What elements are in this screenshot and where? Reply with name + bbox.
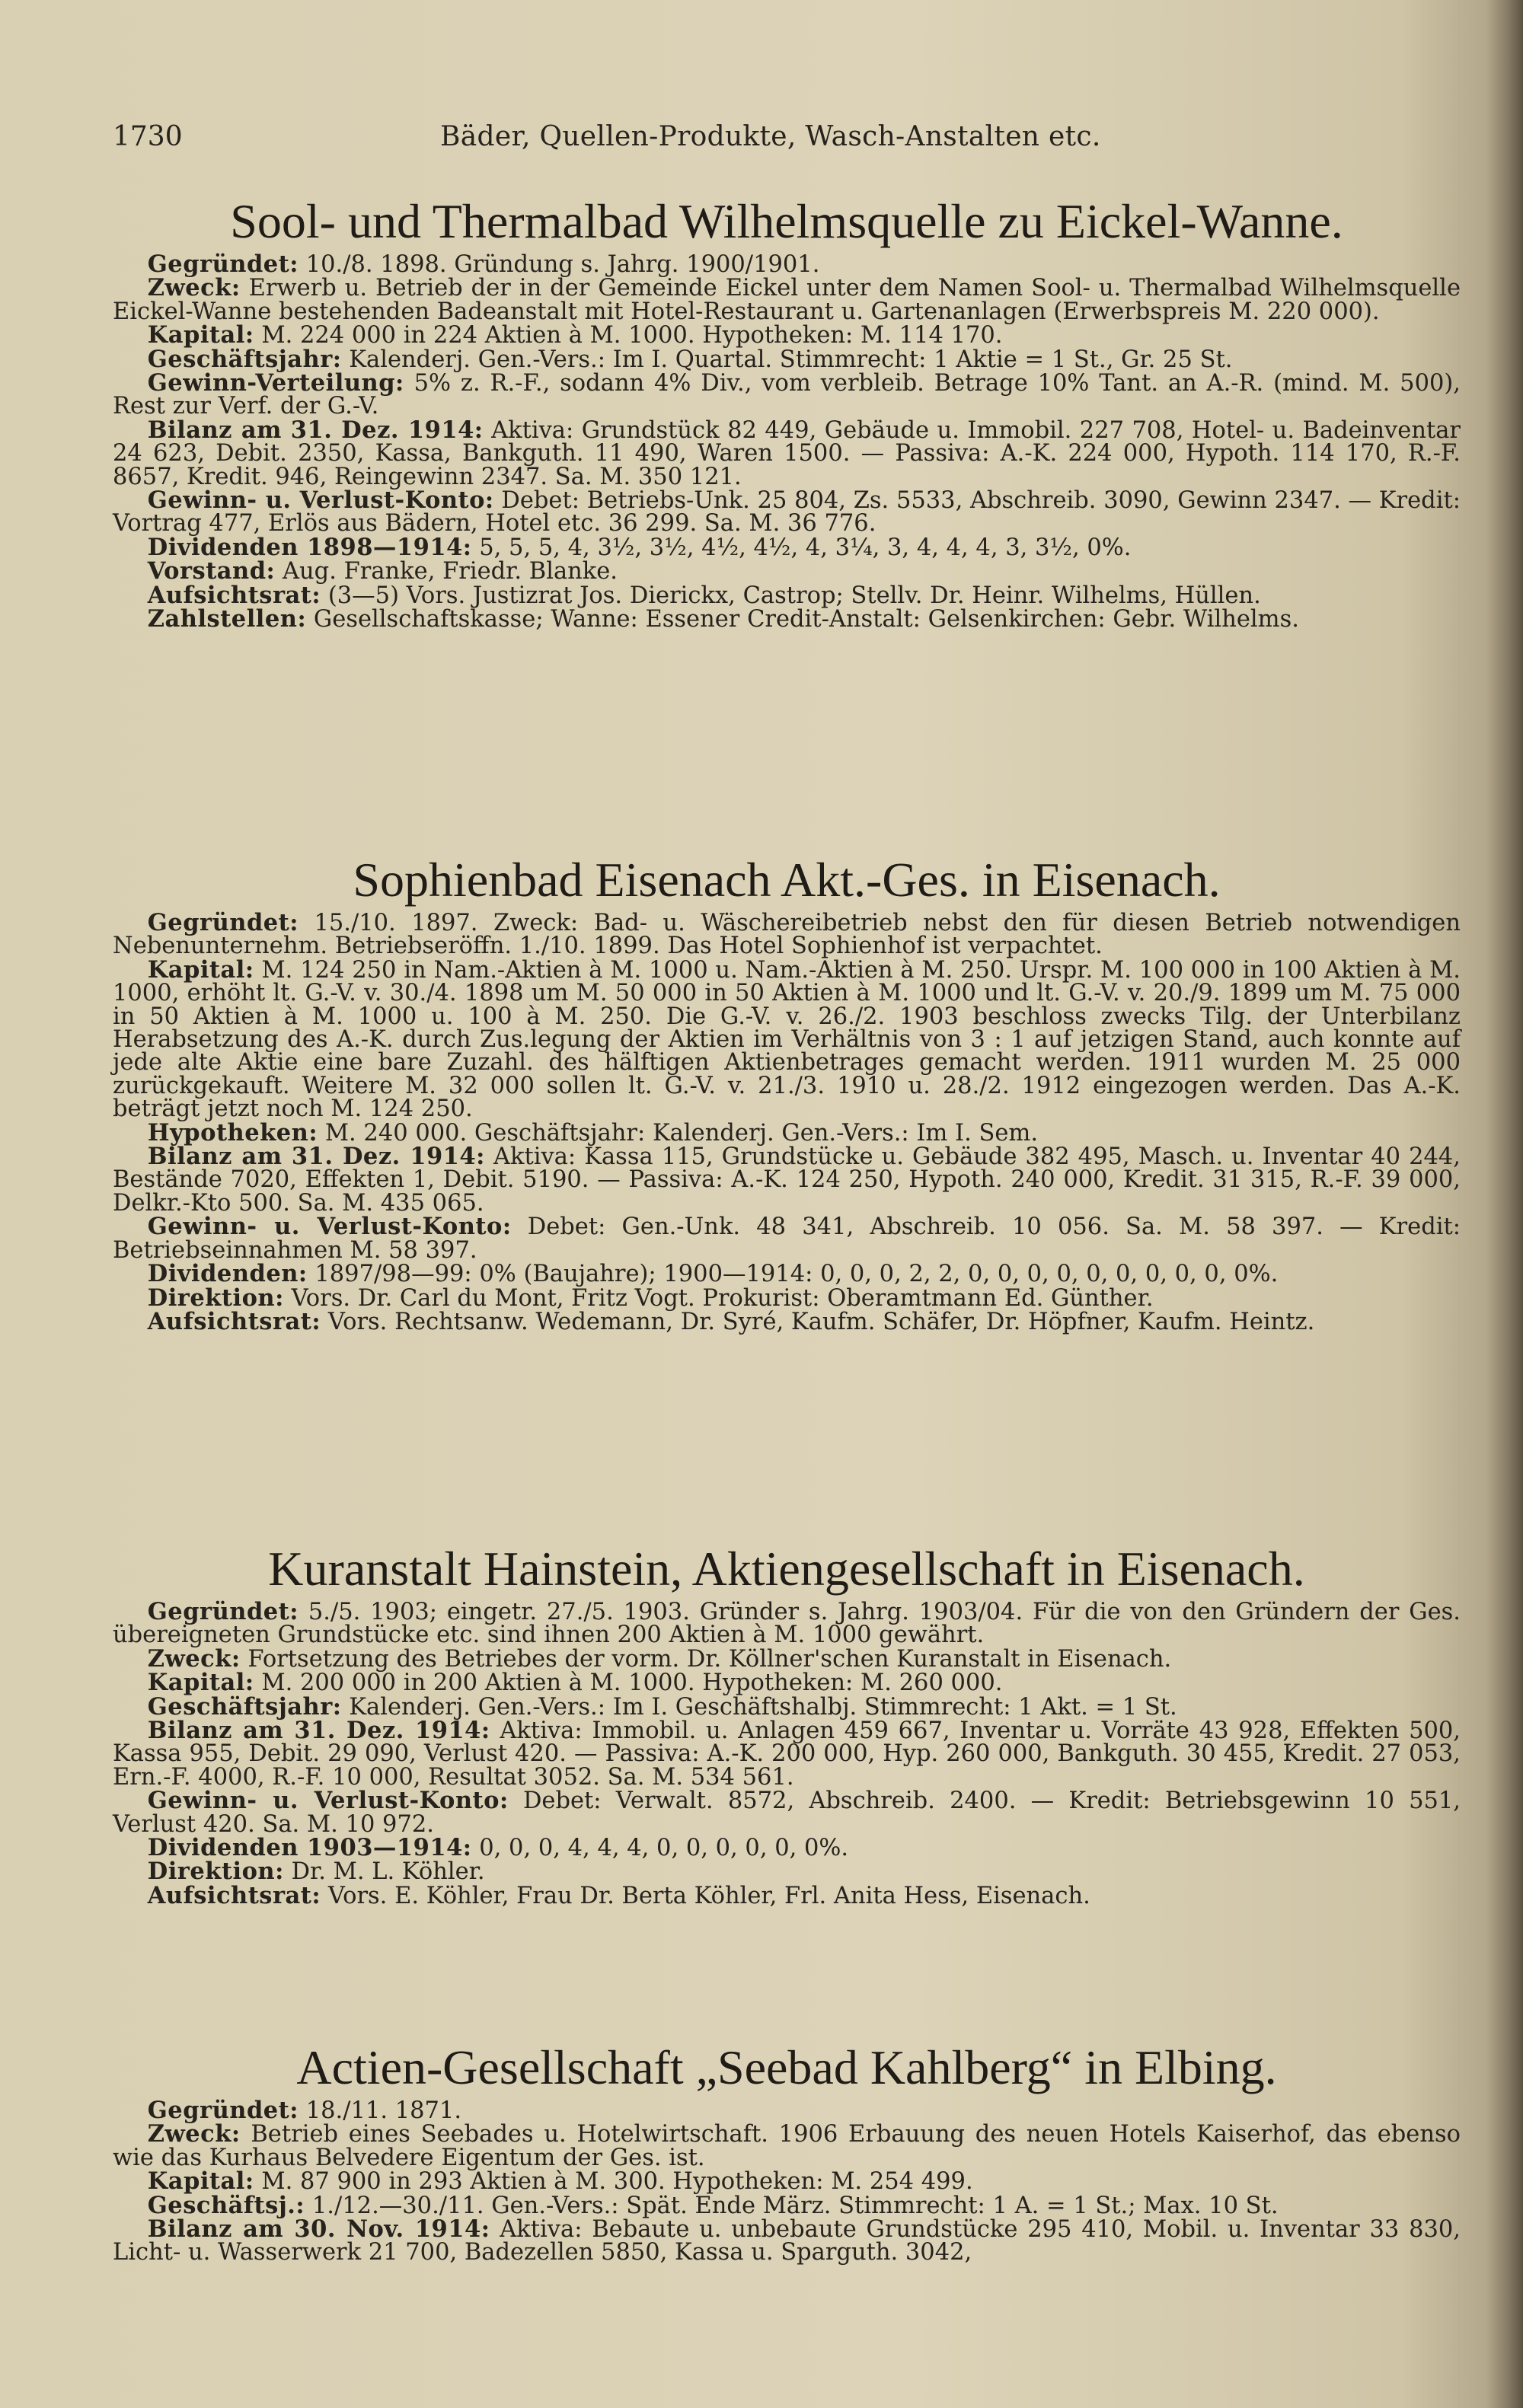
entry-text: 5% z. R.-F., sodann 4% Div., vom verbleib. Betrage 10% Tant. an A.-R. (mind. M. 500), Rest zur Verf. der G.-V. [113,370,1461,420]
entry-paragraph [113,276,1461,324]
entry-label: Geschäftsj.: [147,2191,305,2219]
entry-paragraph [113,250,1461,278]
entry-paragraph [113,1215,1461,1262]
entry-label: Kapital: [147,955,254,984]
entry-label: Dividenden 1898—1914: [147,533,472,561]
entry-label: Geschäftsjahr: [147,1692,342,1721]
entry-paragraph [113,2215,1461,2266]
entry-text: M. 240 000. Geschäftsjahr: Kalenderj. Gen.-Vers.: Im I. Sem. [324,1119,1039,1147]
entry-label: Kapital: [147,1669,254,1697]
entry-text: 0, 0, 0, 4, 4, 4, 0, 0, 0, 0, 0, 0%. [479,1835,849,1862]
company-title: Sophienbad Eisenach Akt.-Ges. in Eisenach. [353,853,1221,907]
entry-paragraph [113,1671,1461,1695]
entry-text: Gesellschaftskasse; Wanne: Essener Credit-Anstalt: Gelsenkirchen: Gebr. Wilhelms. [313,606,1299,633]
entry-label: Bilanz am 30. Nov. 1914: [147,2215,490,2244]
entry-label: Gewinn-Verteilung: [147,369,404,397]
entry-label: Zweck: [147,1644,241,1673]
entry-text: Kalenderj. Gen.-Vers.: Im I. Geschäftshalbj. Stimmrecht: 1 Akt. = 1 St. [349,1693,1177,1721]
page-number: 1730 [113,121,183,152]
entry-text: 15./10. 1897. Zweck: Bad- u. Wäschereibetrieb nebst den für diesen Betrieb notwendigen Nebenunternehm. Betriebseröffn. 1./10. 1899. Das Hotel Sophienhof ist verpachtet. [113,910,1461,960]
entry-label: Gewinn- u. Verlust-Konto: [147,1213,512,1241]
entry-label: Aufsichtsrat: [147,1881,321,1909]
entry-label: Gegründet: [147,909,299,936]
entry-label: Hypotheken: [147,1118,318,1147]
entry-paragraph [113,1307,1461,1335]
entry-label: Bilanz am 31. Dez. 1914: [147,1717,490,1745]
entry-paragraph [113,605,1461,633]
entry-text: Erwerb u. Betrieb der in der Gemeinde Eickel unter dem Namen Sool- u. Thermalbad Wilhelmsquelle Eickel-Wanne bestehenden Badeanstalt mit Hotel-Restaurant u. Gartenanlagen (Erwerbspreis M. 220 000). [113,275,1461,325]
entry-label: Direktion: [147,1858,284,1886]
entry-paragraph [113,1118,1461,1147]
entry-text: 5./5. 1903; eingetr. 27./5. 1903. Gründer s. Jahrg. 1903/04. Für die von den Gründern der Ges. übereigneten Grundstücke etc. sind ihnen 200 Aktien à M. 1000 gewährt. [113,1599,1461,1649]
entry-label: Geschäftsjahr: [147,345,342,373]
company-entry [113,2036,1461,2265]
entry-label: Bilanz am 31. Dez. 1914: [147,416,484,444]
company-entry [113,1538,1461,1908]
entry-label: Vorstand: [147,557,276,585]
entry-text: M. 200 000 in 200 Aktien à M. 1000. Hypotheken: M. 260 000. [261,1670,1003,1697]
entry-text: Betrieb eines Seebades u. Hotelwirtschaft. 1906 Erbauung des neuen Hotels Kaiserhof, das ebenso wie das Kurhaus Belvedere Eigentum der Ges. ist. [113,2121,1461,2171]
entry-text: 10./8. 1898. Gründung s. Jahrg. 1900/1901. [305,251,820,278]
entry-paragraph [113,911,1461,958]
entry-paragraph [113,1692,1461,1721]
entry-paragraph [113,1719,1461,1789]
entry-text: Kalenderj. Gen.-Vers.: Im I. Quartal. Stimmrecht: 1 Aktie = 1 St., Gr. 25 St. [349,346,1233,373]
entry-label: Aufsichtsrat: [147,1307,321,1335]
entry-text: 1897/98—99: 0% (Baujahre); 1900—1914: 0, 0, 0, 2, 2, 0, 0, 0, 0, 0, 0, 0, 0, 0, 0%. [314,1261,1279,1288]
entry-text: Vors. Rechtsanw. Wedemann, Dr. Syré, Kaufm. Schäfer, Dr. Höpfner, Kaufm. Heintz. [327,1308,1315,1335]
entry-text: Aktiva: Kassa 115, Grundstücke u. Gebäude 382 495, Masch. u. Inventar 40 244, Bestände 7020, Effekten 1, Debit. 5190. — Passiva: A.-K. 124 250, Hypoth. 240 000, Kredit. 31 315, R.-F. 39 000, Delkr.-Kto 500. Sa. M. 435 065. [113,1143,1461,1217]
entry-paragraph [113,369,1461,420]
entry-text: Aktiva: Grundstück 82 449, Gebäude u. Immobil. 227 708, Hotel- u. Badeinventar 24 623, Debit. 2350, Kassa, Bankguth. 11 490, Waren 1500. — Passiva: A.-K. 224 000, Hypoth. 114 170, R.-F. 8657, Kredit. 946, Reingewinn 2347. Sa. M. 350 121. [113,416,1461,490]
entry-text: Aug. Franke, Friedr. Blanke. [283,558,618,585]
entry-paragraph [113,416,1461,490]
entry-label: Aufsichtsrat: [147,581,321,609]
entry-text: Fortsetzung des Betriebes der vorm. Dr. Köllner'schen Kuranstalt in Eisenach. [247,1645,1172,1673]
page-header [113,114,1468,160]
entry-paragraph [113,581,1461,609]
entry-text: 18./11. 1871. [305,2097,462,2124]
entry-label: Dividenden 1903—1914: [147,1834,472,1862]
entry-paragraph [113,1284,1461,1312]
entry-paragraph [113,345,1461,373]
entry-label: Gegründet: [147,1598,299,1625]
entry-label: Gegründet: [147,250,299,278]
entry-paragraph [113,2167,1461,2196]
entry-text: Vors. Dr. Carl du Mont, Fritz Vogt. Prokurist: Oberamtmann Ed. Günther. [291,1284,1154,1312]
entry-label: Dividenden: [147,1260,308,1288]
entry-label: Zahlstellen: [147,605,307,633]
entry-text: Vors. E. Köhler, Frau Dr. Berta Köhler, Frl. Anita Hess, Eisenach. [327,1882,1090,1909]
entry-label: Bilanz am 31. Dez. 1914: [147,1143,485,1171]
entry-text: Dr. M. L. Köhler. [291,1858,485,1886]
entry-text: 5, 5, 5, 4, 3½, 3½, 4½, 4½, 4, 3¼, 3, 4, 4, 4, 3, 3½, 0%. [479,534,1132,561]
entry-label: Kapital: [147,2167,254,2196]
entry-paragraph [113,1789,1461,1836]
running-head: Bäder, Quellen-Produkte, Wasch-Anstalten etc. [440,121,1101,152]
entry-text: Aktiva: Bebaute u. unbebaute Grundstücke 295 410, Mobil. u. Inventar 33 830, Licht- u. Wasserwerk 21 700, Badezellen 5850, Kassa u. Sparguth. 3042, [113,2216,1461,2266]
company-entry [113,849,1461,1334]
company-title: Actien-Gesellschaft „Seebad Kahlberg“ in Elbing. [296,2040,1277,2094]
entry-paragraph [113,1145,1461,1215]
entry-paragraph [113,321,1461,349]
entry-paragraph [113,1836,1461,1860]
entry-label: Zweck: [147,274,241,302]
company-title: Sool- und Thermalbad Wilhelmsquelle zu Eickel-Wanne. [230,194,1343,248]
entry-text: Debet: Betriebs-Unk. 25 804, Zs. 5533, Abschreib. 3090, Gewinn 2347. — Kredit: Vortrag 477, Erlös aus Bädern, Hotel etc. 36 299. Sa. M. 36 776. [113,487,1461,537]
entry-text: Debet: Verwalt. 8572, Abschreib. 2400. — Kredit: Betriebsgewinn 10 551, Verlust 420. Sa. M. 10 972. [113,1788,1461,1838]
entry-label: Direktion: [147,1284,284,1312]
entry-paragraph [113,2191,1461,2219]
entry-paragraph [113,1881,1461,1909]
entry-label: Zweck: [147,2120,241,2148]
entry-paragraph [113,1644,1461,1673]
entry-label: Gewinn- u. Verlust-Konto: [147,1787,509,1815]
entry-paragraph [113,1858,1461,1886]
page-binding-shadow [1486,0,1523,2408]
entry-paragraph [113,1262,1461,1286]
entry-label: Kapital: [147,321,254,349]
entry-paragraph [113,1600,1461,1647]
company-entry [113,190,1461,632]
entry-text: M. 224 000 in 224 Aktien à M. 1000. Hypotheken: M. 114 170. [261,322,1003,349]
entry-text: M. 124 250 in Nam.-Aktien à M. 1000 u. Nam.-Aktien à M. 250. Urspr. M. 100 000 in 100 Aktien à M. 1000, erhöht lt. G.-V. v. 30./4. 1898 um M. 50 000 in 50 Aktien à M. 1000 und lt. G.-V. v. 20./9. 1899 um M. 75 000 in 50 Aktien à M. 1000 u. 100 à M. 250. Die G.-V. v. 26./2. 1903 beschloss zwecks Tilg. der Unterbilanz Herabsetzung des A.-K. durch Zus.legung der Aktien im Verhältnis von 3 : 1 auf jetzigen Stand, auch konnte auf jede alte Aktie eine bare Zuzahl. des hälftigen Aktienbetrages gemacht werden. 1911 wurden M. 25 000 zurückgekauft. Weitere M. 32 000 sollen lt. G.-V. v. 21./3. 1910 u. 28./2. 1912 eingezogen werden. Das A.-K. beträgt jetzt noch M. 124 250. [113,956,1461,1123]
entry-label: Gegründet: [147,2097,299,2124]
entry-text: 1./12.—30./11. Gen.-Vers.: Spät. Ende März. Stimmrecht: 1 A. = 1 St.; Max. 10 St. [311,2192,1279,2219]
entry-text: (3—5) Vors. Justizrat Jos. Dierickx, Castrop; Stellv. Dr. Heinr. Wilhelms, Hüllen. [327,582,1261,609]
entry-label: Gewinn- u. Verlust-Konto: [147,486,494,515]
entry-paragraph [113,486,1461,537]
entry-paragraph [113,533,1461,561]
entry-paragraph [113,2120,1461,2171]
company-title: Kuranstalt Hainstein, Aktiengesellschaft in Eisenach. [268,1542,1305,1596]
entry-paragraph [113,955,1461,1123]
entry-text: Aktiva: Immobil. u. Anlagen 459 667, Inventar u. Vorräte 43 928, Effekten 500, Kassa 955, Debit. 29 090, Verlust 420. — Passiva: A.-K. 200 000, Hyp. 260 000, Bankguth. 30 455, Kredit. 27 053, Ern.-F. 4000, R.-F. 10 000, Resultat 3052. Sa. M. 534 561. [113,1717,1461,1791]
entry-text: Debet: Gen.-Unk. 48 341, Abschreib. 10 056. Sa. M. 58 397. — Kredit: Betriebseinnahmen M. 58 397. [113,1214,1461,1264]
entry-text: M. 87 900 in 293 Aktien à M. 300. Hypotheken: M. 254 499. [261,2168,973,2196]
entry-paragraph [113,557,1461,585]
entry-paragraph [113,2099,1461,2123]
